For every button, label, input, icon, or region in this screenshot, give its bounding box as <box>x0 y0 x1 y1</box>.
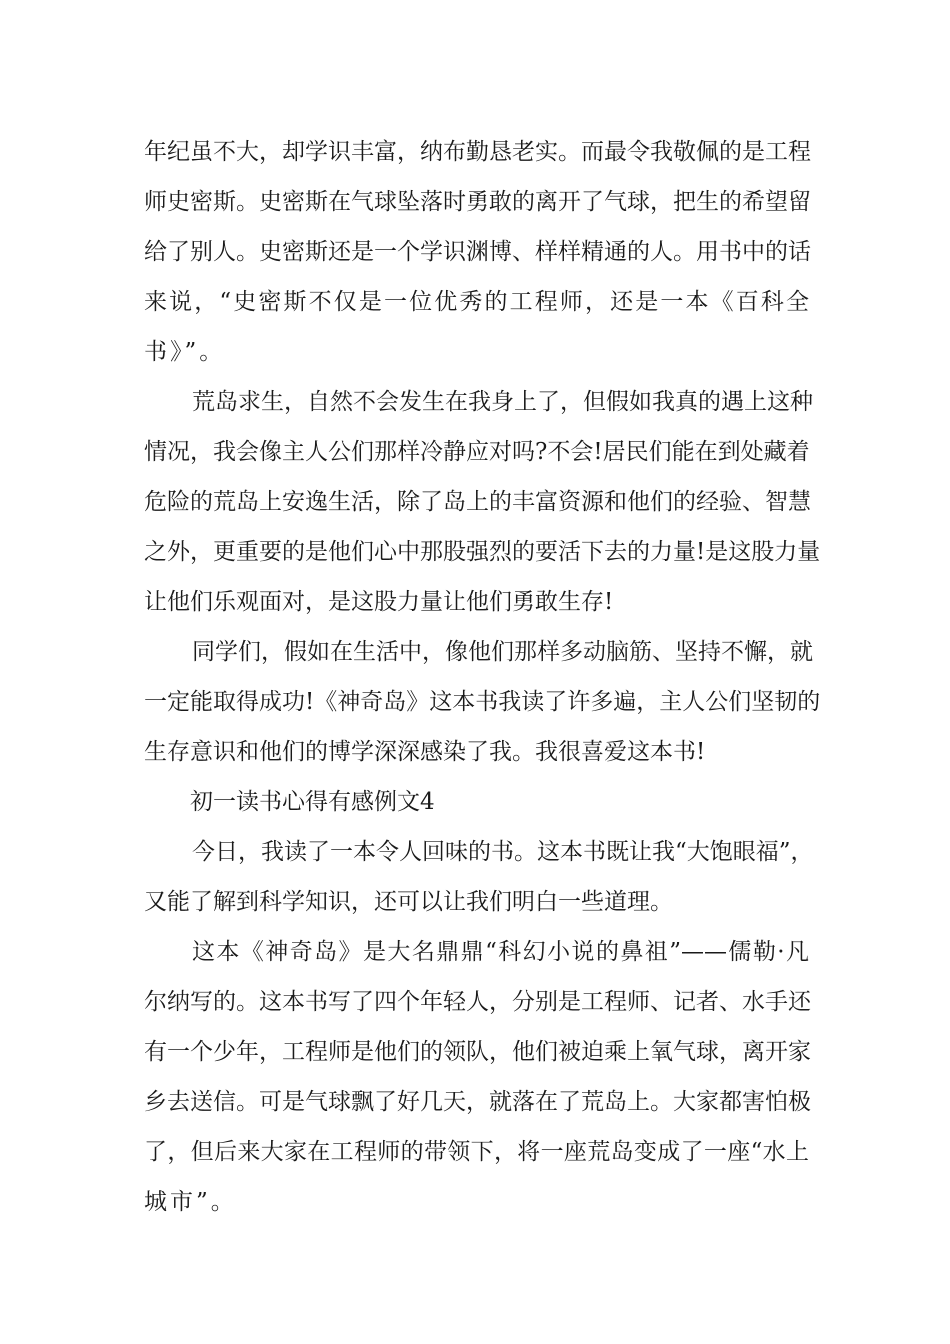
text-line-10: 让他们乐观面对，是这股力量让他们勇敢生存! <box>144 589 614 615</box>
text-line-1: 年纪虽不大，却学识丰富，纳布勤恳老实。而最令我敬佩的是工程 <box>144 139 811 165</box>
text-line-16: 又能了解到科学知识，还可以让我们明白一些道理。 <box>144 889 673 915</box>
paragraph-start-line: 同学们，假如在生活中，像他们那样多动脑筋、坚持不懈，就 <box>192 639 813 665</box>
text-line-5: 书》”。 <box>144 339 226 365</box>
paragraph-start-line: 荒岛求生，自然不会发生在我身上了，但假如我真的遇上这种 <box>192 389 813 415</box>
text-line-20: 乡去送信。可是气球飘了好几天，就落在了荒岛上。大家都害怕极 <box>144 1089 811 1115</box>
text-line-13: 生存意识和他们的博学深深感染了我。我很喜爱这本书! <box>144 739 706 765</box>
paragraph-start-line: 今日，我读了一本令人回味的书。这本书既让我“大饱眼福”， <box>192 839 814 865</box>
text-line-12: 一定能取得成功!《神奇岛》这本书我读了许多遍，主人公们坚韧的 <box>144 689 821 715</box>
text-line-3: 给了别人。史密斯还是一个学识渊博、样样精通的人。用书中的话 <box>144 239 811 265</box>
text-line-18: 尔纳写的。这本书写了四个年轻人，分别是工程师、记者、水手还 <box>144 989 811 1015</box>
text-line-7: 情况，我会像主人公们那样冷静应对吗?不会!居民们能在到处藏着 <box>144 439 810 465</box>
text-line-9: 之外，更重要的是他们心中那股强烈的要活下去的力量!是这股力量 <box>144 539 821 565</box>
text-line-19: 有一个少年，工程师是他们的领队，他们被迫乘上氧气球，离开家 <box>144 1039 811 1065</box>
text-line-8: 危险的荒岛上安逸生活，除了岛上的丰富资源和他们的经验、智慧 <box>144 489 811 515</box>
section-heading: 初一读书心得有感例文4 <box>190 789 435 815</box>
text-line-22: 城市”。 <box>144 1189 237 1215</box>
paragraph-start-line: 这本《神奇岛》是大名鼎鼎“科幻小说的鼻祖”——儒勒·凡 <box>192 939 809 965</box>
text-line-2: 师史密斯。史密斯在气球坠落时勇敢的离开了气球，把生的希望留 <box>144 189 811 215</box>
text-line-4: 来说，“史密斯不仅是一位优秀的工程师，还是一本《百科全 <box>144 289 809 315</box>
text-line-21: 了，但后来大家在工程师的带领下，将一座荒岛变成了一座“水上 <box>144 1139 809 1165</box>
